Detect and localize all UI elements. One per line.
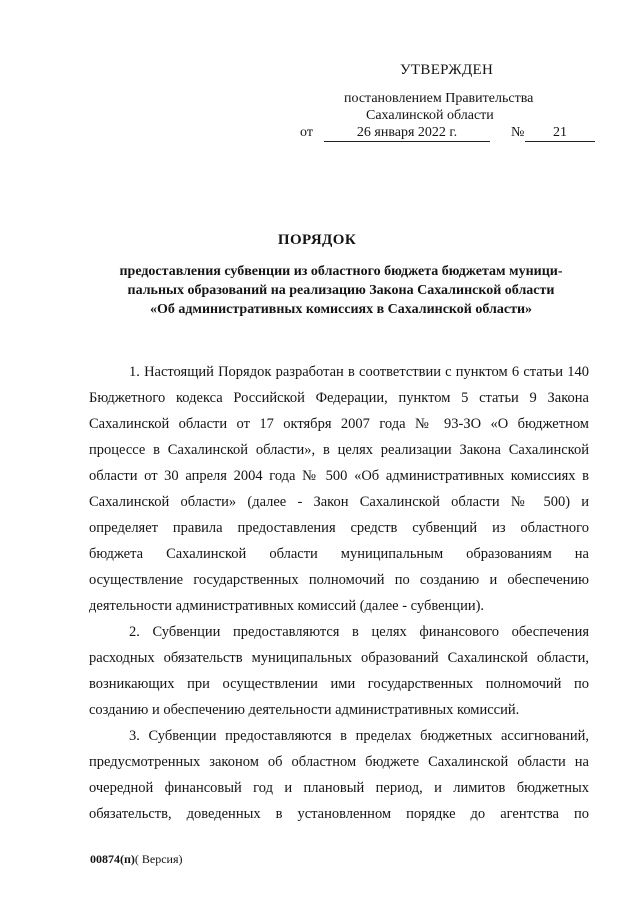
paragraph-line: 2. Субвенции предоставляются в целях финансового обеспечения: [129, 624, 589, 640]
from-label: от: [300, 125, 313, 140]
number-label: №: [511, 125, 525, 140]
paragraph-line: созданию и обеспечению деятельности административных комиссий.: [89, 702, 520, 718]
paragraph-line: процессе в Сахалинской области», в целях реализации Закона Сахалинской: [89, 442, 589, 458]
paragraph-line: определяет правила предоставления средств субвенций из областного: [89, 520, 589, 536]
document-code: 00874(п): [90, 852, 135, 866]
subtitle-line: пальных образований на реализацию Закона Сахалинской области: [127, 283, 555, 298]
approved-heading: УТВЕРЖДЕН: [400, 62, 494, 78]
paragraph-line: осуществление государственных полномочий по созданию и обеспечению: [89, 572, 589, 588]
paragraph-line: предусмотренных законом об областном бюджете Сахалинской области на: [89, 754, 589, 770]
approval-number: 21: [525, 124, 595, 142]
paragraph-line: области от 30 апреля 2004 года № 500 «Об административных комиссиях в: [89, 468, 589, 484]
document-title: ПОРЯДОК: [277, 232, 357, 248]
document-version: ( Версия): [134, 852, 183, 866]
subtitle-line: предоставления субвенции из областного бюджета бюджетам муници-: [119, 264, 563, 279]
document-body: [89, 359, 589, 827]
approval-line-2: Сахалинской области: [366, 108, 494, 123]
paragraph-line: Сахалинской области от 17 октября 2007 года № 93-ЗО «О бюджетном: [89, 416, 589, 432]
approval-line-1: постановлением Правительства: [344, 91, 534, 106]
subtitle-line: «Об административных комиссиях в Сахалинской области»: [149, 302, 533, 317]
approval-date: 26 января 2022 г.: [324, 124, 490, 142]
paragraph-line: Бюджетного кодекса Российской Федерации, пунктом 5 статьи 9 Закона: [89, 390, 589, 406]
paragraph-line: деятельности административных комиссий (далее - субвенции).: [89, 598, 485, 614]
paragraph-line: бюджета Сахалинской области муниципальным образованиям на: [89, 546, 589, 562]
paragraph-line: возникающих при осуществлении ими государственных полномочий по: [89, 676, 589, 692]
paragraph-line: 3. Субвенции предоставляются в пределах бюджетных ассигнований,: [129, 728, 589, 744]
paragraph-line: 1. Настоящий Порядок разработан в соответствии с пунктом 6 статьи 140: [129, 364, 589, 380]
document-subtitle: [96, 262, 586, 319]
paragraph-line: обязательств, доведенных в установленном порядке до агентства по: [89, 806, 589, 822]
paragraph-line: очередной финансовый год и плановый период, и лимитов бюджетных: [89, 780, 589, 796]
paragraph-line: расходных обязательств муниципальных образований Сахалинской области,: [89, 650, 589, 666]
paragraph-line: Сахалинской области» (далее - Закон Сахалинской области № 500) и: [89, 494, 589, 510]
approval-date-line: [300, 124, 600, 144]
document-footer: [90, 852, 183, 867]
